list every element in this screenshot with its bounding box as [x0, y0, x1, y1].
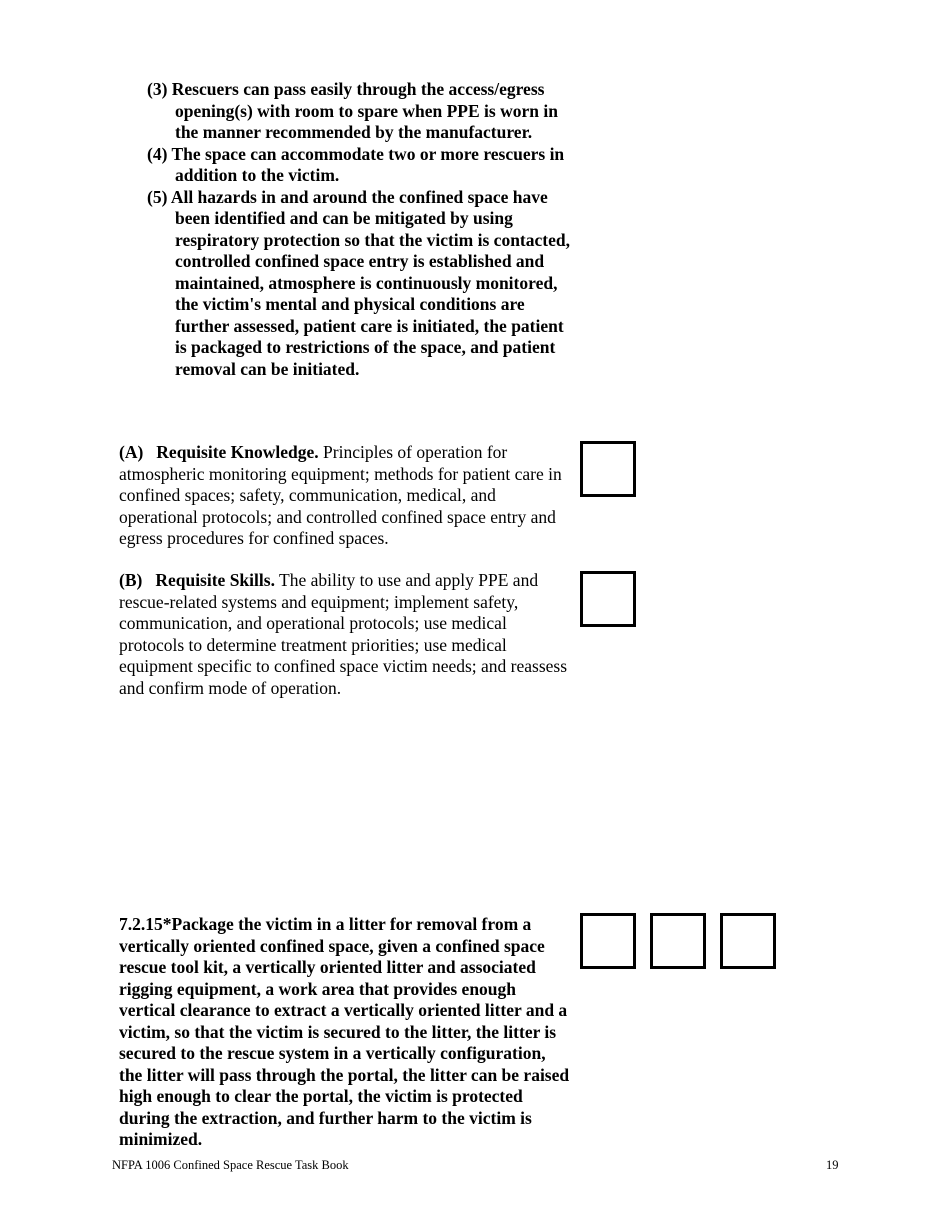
list-item: (3) Rescuers can pass easily through the access/egress opening(s) with room to spare when PPE is worn in the manner recommended by the manufacturer.: [147, 79, 558, 142]
task-signoff-checkbox-2[interactable]: [650, 913, 706, 969]
skills-label: Requisite Skills.: [155, 570, 275, 590]
task-7-2-15-paragraph: [119, 914, 571, 1151]
skills-signoff-checkbox[interactable]: [580, 571, 636, 627]
skills-marker: (B): [119, 570, 143, 590]
knowledge-label: Requisite Knowledge.: [156, 442, 319, 462]
knowledge-signoff-checkbox[interactable]: [580, 441, 636, 497]
footer-title: NFPA 1006 Confined Space Rescue Task Book: [112, 1158, 349, 1172]
knowledge-text: Principles of operation for atmospheric monitoring equipment; methods for patient care in confined spaces; safety, communication, medical, and operational protocols; and controlled confined space entry and egress procedures for confined spaces.: [119, 442, 562, 548]
page-number: 19: [826, 1158, 839, 1172]
requisite-skills-paragraph: [119, 570, 571, 699]
requirement-list: [147, 79, 577, 380]
task-signoff-checkbox-3[interactable]: [720, 913, 776, 969]
list-item: (5) All hazards in and around the confined space have been identified and can be mitigated by using respiratory protection so that the victim is contacted, controlled confined space entry is established and maintained, atmosphere is continuously monitored, the victim's mental and physical conditions are further assessed, patient care is initiated, the patient is packaged to restrictions of the space, and patient removal can be initiated.: [147, 186, 570, 379]
task-text: Package the victim in a litter for removal from a vertically oriented confined space, given a confined space rescue tool kit, a vertically oriented litter and associated rigging equipment, a work area that provides enough vertical clearance to extract a vertically oriented litter and a victim, so that the victim is secured to the litter, the litter is secured to the rescue system in a vertically configuration, the litter will pass through the portal, the litter can be raised high enough to clear the portal, the victim is protected during the extraction, and further harm to the victim is minimized.: [119, 914, 570, 1149]
task-signoff-checkbox-1[interactable]: [580, 913, 636, 969]
skills-text: The ability to use and apply PPE and rescue-related systems and equipment; implement safety, communication, and operational protocols; use medical protocols to determine treatment priorities; use medical equipment specific to confined space victim needs; and reassess and confirm mode of operation.: [119, 570, 568, 698]
list-item: (4) The space can accommodate two or more rescuers in addition to the victim.: [147, 143, 565, 185]
requisite-knowledge-paragraph: [119, 442, 571, 550]
task-number: 7.2.15*: [119, 914, 172, 934]
knowledge-marker: (A): [119, 442, 144, 462]
